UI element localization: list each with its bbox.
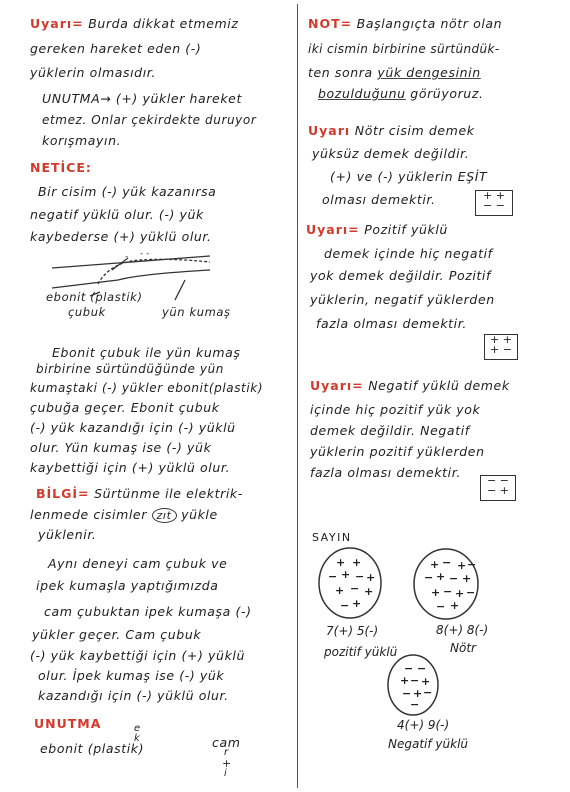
- sayin-heading: SAYIN: [312, 531, 352, 544]
- box-top-row: + +: [490, 333, 512, 346]
- svg-text:+: +: [430, 558, 440, 571]
- svg-text:+: +: [457, 559, 467, 572]
- svg-text:−: −: [404, 662, 414, 675]
- uyari-label: Uyarı=: [310, 378, 364, 393]
- svg-text:−: −: [328, 570, 338, 583]
- text-line: kumaştaki (-) yükler ebonit(plastik): [30, 381, 264, 395]
- uyari-text: Burda dikkat etmemiz: [88, 16, 239, 31]
- ebonit-plastik-label: ebonit (plastik): [40, 741, 145, 756]
- svg-text:−: −: [417, 662, 427, 675]
- uyari-label: Uyarı=: [306, 222, 360, 237]
- svg-text:+: +: [450, 599, 460, 612]
- diagram-label-kumas: yün kumaş: [162, 305, 231, 319]
- uyari-label: Uyarı: [308, 123, 351, 138]
- text-line: fazla olması demektir.: [316, 316, 467, 331]
- unutma-heading: UNUTMA: [34, 716, 102, 731]
- not-label: NOT=: [308, 16, 353, 31]
- caption-positive-label: pozitif yüklü: [324, 645, 398, 659]
- svg-text:+: +: [364, 585, 374, 598]
- svg-text:+: +: [336, 556, 346, 569]
- cam-i-label: i: [224, 768, 228, 779]
- text-line: Bir cisim (-) yük kazanırsa: [38, 184, 217, 199]
- not-text: Başlangıçta nötr olan: [356, 16, 503, 31]
- ebonit-k-label: k: [134, 733, 141, 744]
- text-line: yüklerin, negatif yüklerden: [310, 292, 495, 307]
- svg-text:+: +: [421, 675, 431, 688]
- svg-text:−: −: [340, 599, 350, 612]
- svg-text:+: +: [335, 584, 345, 597]
- svg-text:+: +: [352, 556, 362, 569]
- box-bottom-row: − +: [487, 484, 509, 497]
- ebonit-e-label: e: [134, 723, 141, 734]
- text-line: olur. İpek kumaş ise (-) yük: [38, 668, 225, 683]
- box-top-row: − −: [487, 474, 509, 487]
- not-underlined-b: bozulduğunu: [318, 86, 406, 101]
- caption-negative-label: Negatif yüklü: [388, 737, 469, 751]
- text-line: demek değildir. Negatif: [310, 423, 470, 438]
- svg-text:−: −: [410, 674, 420, 687]
- svg-text:−: −: [466, 586, 476, 599]
- diagram-label-ebonit: ebonit (plastik): [46, 290, 143, 304]
- text-line: (-) yük kaybettiği için (+) yüklü: [30, 648, 246, 663]
- svg-text:−: −: [423, 686, 433, 699]
- text-line: iki cismin birbirine sürtündük-: [308, 42, 500, 56]
- netice-label: NETİCE:: [30, 160, 92, 175]
- svg-text:−: −: [467, 558, 477, 571]
- caption-neutral-label: Nötr: [450, 641, 476, 655]
- svg-text:−: −: [402, 687, 412, 700]
- not-text-a: ten sonra: [308, 65, 373, 80]
- text-line: Ebonit çubuk ile yün kumaş: [52, 345, 241, 360]
- uyari-label: Uyarı=: [30, 16, 84, 31]
- text-line: yüklerin pozitif yüklerden: [310, 444, 485, 459]
- svg-text:+: +: [413, 687, 423, 700]
- svg-text:−: −: [350, 582, 360, 595]
- text-line: fazla olması demektir.: [310, 465, 461, 480]
- not-underlined-a: yük dengesinin: [377, 65, 481, 80]
- text-line: (+) ve (-) yüklerin EŞİT: [330, 169, 488, 184]
- svg-text:+: +: [400, 674, 410, 687]
- svg-text:−: −: [410, 698, 420, 711]
- svg-text:−: −: [449, 572, 459, 585]
- svg-text:−: −: [424, 571, 434, 584]
- uyari-text: Nötr cisim demek: [354, 123, 475, 138]
- text-line: korışmayın.: [42, 133, 122, 148]
- bilgi-text-a: lenmede cisimler: [30, 507, 147, 522]
- text-line: negatif yüklü olur. (-) yük: [30, 207, 204, 222]
- uyari-text: Negatif yüklü demek: [368, 378, 510, 393]
- text-line: çubuğa geçer. Ebonit çubuk: [30, 400, 220, 415]
- text-line: cam çubuktan ipek kumaşa (-): [44, 604, 252, 619]
- text-line: yükler geçer. Cam çubuk: [32, 627, 202, 642]
- text-line: olur. Yün kumaş ise (-) yük: [30, 440, 212, 455]
- not-text-b: görüyoruz.: [410, 86, 484, 101]
- box-bottom-row: − −: [483, 199, 505, 212]
- text-line: içinde hiç pozitif yük yok: [310, 402, 481, 417]
- text-line: yüksüz demek değildir.: [312, 146, 470, 161]
- text-line: yüklenir.: [38, 527, 97, 542]
- text-line: gereken hareket eden (-): [30, 41, 202, 56]
- text-line: kaybettiği için (+) yüklü olur.: [30, 460, 231, 475]
- caption-positive-count: 7(+) 5(-): [326, 624, 379, 638]
- svg-text:−: −: [443, 585, 453, 598]
- bilgi-label: BİLGİ=: [36, 486, 90, 501]
- svg-text:+: +: [455, 587, 465, 600]
- bilgi-text: Sürtünme ile elektrik-: [94, 486, 243, 501]
- svg-text:-: -: [125, 252, 129, 262]
- svg-text:−: −: [355, 570, 365, 583]
- text-line: kazandığı için (-) yüklü olur.: [38, 688, 229, 703]
- diagram-label-cubuk: çubuk: [68, 305, 106, 319]
- text-line: yüklerin olmasıdır.: [30, 65, 156, 80]
- text-line: demek içinde hiç negatif: [324, 246, 493, 261]
- text-line: birbirine sürtündüğünde yün: [36, 362, 224, 376]
- svg-text:+: +: [366, 571, 376, 584]
- svg-text:+: +: [341, 568, 351, 581]
- text-line: yok demek değildir. Pozitif: [310, 268, 492, 283]
- svg-text:+: +: [352, 597, 362, 610]
- svg-text:−: −: [436, 600, 446, 613]
- cam-plus-label: +: [222, 757, 232, 770]
- svg-text:+: +: [431, 586, 441, 599]
- caption-negative-count: 4(+) 9(-): [397, 718, 450, 732]
- unutma-line: UNUTMA→ (+) yükler hareket: [42, 91, 242, 106]
- caption-neutral-count: 8(+) 8(-): [436, 623, 489, 637]
- text-line: ipek kumaşla yaptığımızda: [36, 578, 219, 593]
- bilgi-text-b: yükle: [181, 507, 218, 522]
- text-line: olması demektir.: [322, 192, 436, 207]
- box-bottom-row: + −: [490, 343, 512, 356]
- uyari-text: Pozitif yüklü: [364, 222, 448, 237]
- text-line: (-) yük kazandığı için (-) yüklü: [30, 420, 236, 435]
- text-line: etmez. Onlar çekirdekte duruyor: [42, 113, 257, 127]
- svg-text:+: +: [462, 572, 472, 585]
- box-top-row: + +: [483, 189, 505, 202]
- cam-r-label: r: [224, 747, 229, 758]
- svg-text:+: +: [436, 570, 446, 583]
- text-line: Aynı deneyi cam çubuk ve: [48, 556, 228, 571]
- svg-text:−: −: [442, 556, 452, 569]
- text-line: kaybederse (+) yüklü olur.: [30, 229, 212, 244]
- svg-text:- -: - -: [140, 249, 150, 259]
- zit-circled-word: zıt: [152, 508, 177, 523]
- cam-label: cam: [212, 735, 241, 750]
